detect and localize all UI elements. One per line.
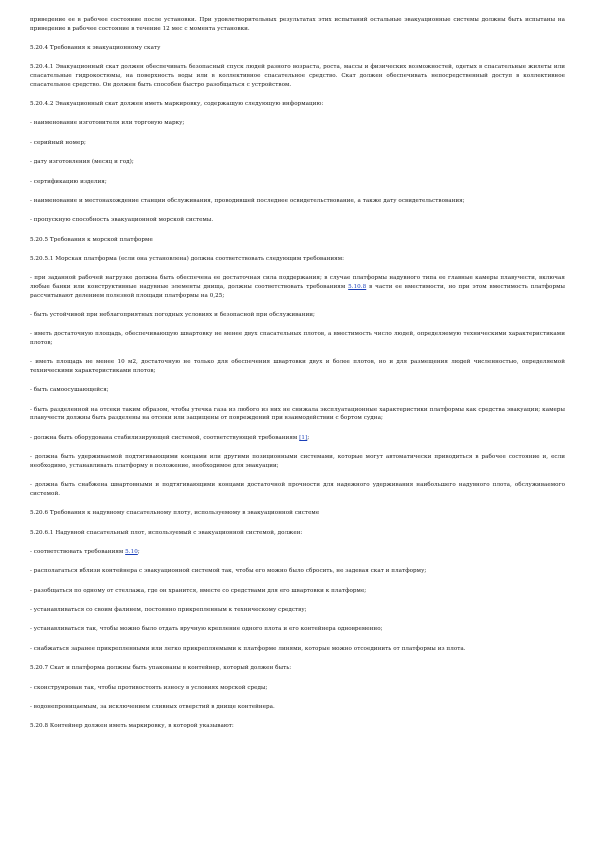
- list-item: - пропускную способность эвакуационной морской системы.: [30, 217, 214, 224]
- clause-5-20-4-2: 5.20.4.2 Эвакуационный скат должен иметь маркировку, содержащую следующую информацию:: [30, 100, 324, 107]
- list-item: - быть самоосушающейся;: [30, 387, 109, 394]
- list-item: - сконструирован так, чтобы противостоять износу в условиях морской среды;: [30, 684, 268, 691]
- list-item: - наименование и местонахождение станции обслуживания, проводившей последнее освидетельствование, а также дату освидетельствования;: [30, 197, 465, 204]
- list-item: - устанавливаться со своим фалинем, постоянно прикрепленным к техническому средству;: [30, 607, 307, 614]
- section-heading-5-20-5: 5.20.5 Требования к морской платформе: [30, 236, 153, 243]
- reference-link-1[interactable]: [1]: [299, 434, 308, 441]
- list-item: - разобщаться по одному от стеллажа, где он хранится, вместе со средствами для его швартовки к платформе;: [30, 587, 367, 594]
- clause-5-20-7: 5.20.7 Скат и платформа должны быть упакованы в контейнер, который должен быть:: [30, 665, 292, 672]
- clause-5-20-4-1: 5.20.4.1 Эвакуационный скат должен обеспечивать безопасный спуск людей разного возраста, роста, массы и физических возможностей, одетых в спасательные жилеты или спасательные гидрокостюмы, на поверхность воды или в коллективное спасательное средство. Скат должен обеспечивать непосредственный доступ в коллективное спасательное средство. Он должен быть способен быстро разобщаться с устройством.: [30, 64, 565, 88]
- clause-5-20-8: 5.20.8 Контейнер должен иметь маркировку, в которой указывают:: [30, 723, 234, 730]
- reference-link-5-10-8[interactable]: 5.10.8: [348, 284, 367, 291]
- list-item: - дату изготовления (месяц и год);: [30, 159, 134, 166]
- section-heading-5-20-4: 5.20.4 Требования к эвакуационному скату: [30, 44, 161, 51]
- list-item: - должна быть удерживаемой подтягивающими концами или другими позиционными системами, которые могут автоматически приводиться в рабочее состояние и, если необходимо, устанавливать платформу в положение, необходимое для эвакуации;: [30, 454, 565, 469]
- list-item: - снабжаться заранее прикрепленными или легко прикрепляемыми к платформе линями, которые можно отсоединить от платформы из плота.: [30, 645, 466, 652]
- clause-5-20-6-1: 5.20.6.1 Надувной спасательный плот, используемый с эвакуационной системой, должен:: [30, 529, 303, 536]
- paragraph-continuation: приведение ее в рабочее состояние после установки. При удовлетворительных результатах этих испытаний остальные эвакуационные системы должны быть испытаны на приведение в рабочее состояние в течение 12 мес с момента установки.: [30, 17, 565, 32]
- list-item: - быть устойчивой при неблагоприятных погодных условиях и безопасной при обслуживании;: [30, 312, 315, 319]
- list-item: - наименование изготовителя или торговую марку;: [30, 120, 185, 127]
- list-item: - должна быть оборудована стабилизирующей системой, соответствующей требованиям [1];: [30, 434, 310, 441]
- reference-link-5-10[interactable]: 5.10: [125, 548, 138, 555]
- section-heading-5-20-6: 5.20.6 Требования к надувному спасательному плоту, используемому в эвакуационной системе: [30, 510, 320, 517]
- list-item: - устанавливаться так, чтобы можно было отдать вручную крепление одного плота и его контейнера одновременно;: [30, 626, 383, 633]
- list-item: - сертификацию изделия;: [30, 178, 107, 185]
- list-item: - располагаться вблизи контейнера с эвакуационной системой так, чтобы его можно было сбросить, не задевая скат и платформу;: [30, 568, 427, 575]
- list-item: - водонепроницаемым, за исключением сливных отверстий в днище контейнера.: [30, 704, 275, 711]
- list-item: - серийный номер;: [30, 139, 86, 146]
- list-item: - при заданной рабочей нагрузке должна быть обеспечена ее достаточная сила поддержания; в случае платформы надувного типа ее главные камеры плавучести, включая любые банки или конструктивные надувные элементы днища, должны соответствовать требованиям 5.10.8 в части ее вместимости, но при этом вместимость платформы рассчитывают делением полезной площади платформы на 0,25;: [30, 275, 565, 299]
- list-item: - должна быть снабжена швартовными и подтягивающими концами достаточной прочности для надежного удерживания наибольшего надувного плота, обслуживаемого системой.: [30, 482, 565, 497]
- list-item: - иметь площадь не менее 10 м2, достаточную не только для обеспечения швартовки двух и более плотов, но и для размещения людей численностью, определяемой техническими характеристиками плотов;: [30, 359, 565, 375]
- list-item: - соответствовать требованиям 5.10;: [30, 548, 140, 555]
- list-item: - иметь достаточную площадь, обеспечивающую швартовку не менее двух спасательных плотов, а вместимость число людей, определяемую техническими характеристиками плотов;: [30, 331, 565, 347]
- clause-5-20-5-1: 5.20.5.1 Морская платформа (если она установлена) должна соответствовать следующим требованиям:: [30, 256, 345, 263]
- list-item: - быть разделенной на отсеки таким образом, чтобы утечка газа из любого из них не снижала эксплуатационные характеристики платформы как средства эвакуации; камеры плавучести должны быть разделены на отсеки или защищены от повреждений при взаимодействии с бортом судна;: [30, 406, 565, 422]
